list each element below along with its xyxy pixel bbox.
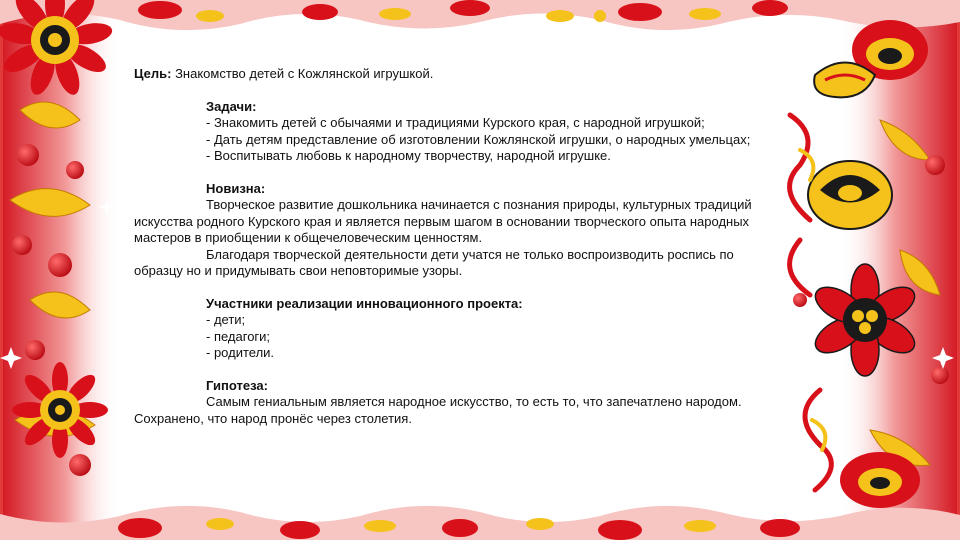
task-item: - Воспитывать любовь к народному творчеству, народной игрушке. xyxy=(206,148,611,163)
top-border xyxy=(0,0,960,30)
task-item: - Дать детям представление об изготовлении Кожлянской игрушки, о народных умельцах; xyxy=(206,131,751,147)
goal-line xyxy=(134,66,784,83)
task-item: - Знакомить детей с обычаями и традициями Курского края, с народной игрушкой; xyxy=(206,115,705,130)
participants-heading: Участники реализации инновационного проекта: xyxy=(206,295,523,311)
goal-label: Цель: xyxy=(134,66,172,81)
participant-item: - родители. xyxy=(206,345,275,360)
hypothesis-heading: Гипотеза: xyxy=(206,377,268,393)
novelty-paragraph: Творческое развитие дошкольника начинается с познания природы, культурных традиций искусства родного Курского края и является первым шагом в основании творческого опыта народных мастеров в приобщении к общечеловеческим ценностям. xyxy=(134,197,752,245)
participant-item: - педагоги; xyxy=(206,328,271,344)
goal-text: Знакомство детей с Кожлянской игрушкой. xyxy=(171,66,434,81)
tasks-heading: Задачи: xyxy=(206,98,257,114)
bottom-border xyxy=(0,506,960,540)
participant-item: - дети; xyxy=(206,312,246,327)
novelty-heading: Новизна: xyxy=(206,180,266,196)
hypothesis-text: Самым гениальным является народное искусство, то есть то, что запечатлено народом. Сохранено, что народ пронёс через столетия. xyxy=(134,394,742,426)
novelty-paragraph: Благодаря творческой деятельности дети учатся не только воспроизводить роспись по образцу но и придумывать свои неповторимые узоры. xyxy=(134,246,734,278)
slide-text xyxy=(134,66,784,427)
